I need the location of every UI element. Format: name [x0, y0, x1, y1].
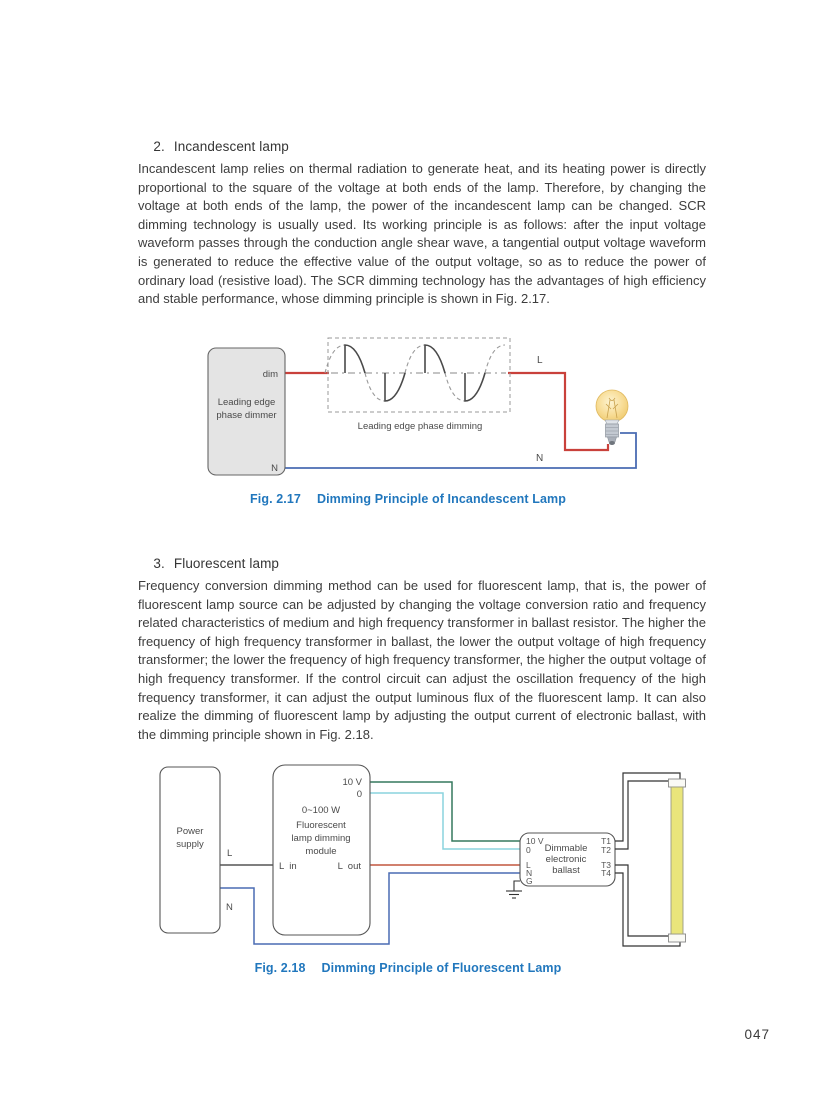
dimmable-ballast-box — [520, 833, 615, 886]
power-supply-line2: supply — [176, 839, 204, 850]
module-name-line3: module — [305, 846, 337, 857]
ballast-terminal-t4: T4 — [601, 868, 611, 878]
incandescent-bulb-icon — [596, 390, 628, 445]
tube-wires — [615, 773, 680, 946]
section-number: 3. — [153, 556, 165, 571]
live-line-label: L — [537, 355, 543, 366]
fig-2-17-caption — [0, 492, 816, 506]
caption-label: Fig. 2.17 — [250, 492, 301, 506]
power-supply-outline — [160, 767, 220, 933]
dimmer-name-line1: Leading edge — [217, 397, 276, 408]
ballast-terminal-l: L — [526, 860, 531, 870]
fig-2-18-diagram — [0, 755, 816, 955]
tube-cap-top — [669, 779, 686, 787]
fluorescent-dimming-module-box — [273, 765, 370, 935]
ballast-terminal-0: 0 — [526, 845, 531, 855]
waveform-label: Leading edge phase dimming — [357, 421, 483, 432]
module-rating: 0~100 W — [301, 805, 341, 816]
bulb-screw-base — [606, 424, 619, 437]
ballast-terminal-t2: T2 — [601, 845, 611, 855]
control-10v-wire — [369, 782, 520, 841]
ballast-terminal-n: N — [526, 868, 533, 878]
section-number: 2. — [153, 139, 165, 154]
module-terminal-l-in: L in — [279, 861, 297, 872]
ballast-name-line1: Dimmable — [544, 843, 588, 854]
module-terminal-l-out: L out — [337, 861, 361, 872]
power-supply-box — [160, 767, 220, 933]
live-wire-to-lamp — [508, 373, 608, 450]
paragraph-fluorescent: Frequency conversion dimming method can be used for fluorescent lamp, that is, the power of fluorescent lamp source can be adjusted by changing the voltage conversion ratio and frequency related characteristics of medium and high frequency transformer in ballast resistor. The higher the frequency of high frequency transformer in ballast, the lower the output voltage of high frequency transformer; the lower the frequency of high frequency transformer, the higher the output voltage of high frequency transformer. If the control circuit can adjust the oscillation frequency of the high frequency transformer, it can adjust the output luminous flux of the fluorescent lamp. It can also realize the dimming of fluorescent lamp by adjusting the output current of electronic ballast, with the dimming principle shown in Fig. 2.18. — [138, 578, 706, 742]
ground-stem — [514, 881, 520, 891]
neutral-line-label: N — [536, 453, 544, 464]
dimmer-terminal-n: N — [271, 463, 278, 474]
dimmer-name-line2: phase dimmer — [216, 410, 277, 421]
ballast-terminal-t3: T3 — [601, 860, 611, 870]
bulb-contact — [609, 441, 615, 445]
waveform-dashed-frame — [328, 338, 510, 412]
ballast-terminal-t1: T1 — [601, 836, 611, 846]
live-label: L — [227, 848, 233, 859]
t2-wire — [615, 781, 673, 849]
ballast-name-line3: ballast — [552, 865, 580, 876]
module-terminal-10v: 10 V — [342, 777, 362, 788]
section-title: Incandescent lamp — [173, 139, 289, 154]
bulb-collar — [605, 420, 619, 424]
paragraph-incandescent: Incandescent lamp relies on thermal radiation to generate heat, and its heating power is directly proportional to the square of the voltage at both ends of the lamp. Therefore, by changing the voltage at both ends of the lamp, the power of the incandescent lamp can be changed. SCR dimming technology is usually used. Its working principle is as follows: after the input voltage waveform passes through the conduction angle shear wave, a tangential output voltage waveform is generated to reduce the effective value of the output voltage, so as to reduce the power of ordinary load (resistive load). The SCR dimming technology has the advantages of high efficiency and stable performance, whose dimming principle is shown in Fig. 2.17. — [138, 161, 706, 307]
neutral-label: N — [226, 902, 233, 913]
ballast-name-line2: electronic — [545, 854, 587, 865]
tube-body — [671, 787, 683, 934]
tube-cap-bottom — [669, 934, 686, 942]
fluorescent-tube-icon — [669, 779, 686, 942]
section-title: Fluorescent lamp — [173, 556, 280, 571]
fig-2-17-diagram — [0, 330, 816, 492]
module-name-line2: lamp dimming — [291, 833, 351, 844]
caption-title: Dimming Principle of Fluorescent Lamp — [321, 961, 562, 975]
power-supply-line1: Power — [176, 826, 204, 837]
caption-title: Dimming Principle of Incandescent Lamp — [316, 492, 566, 506]
fig-2-18-caption — [0, 961, 816, 975]
bulb-glass — [596, 390, 628, 422]
waveform-panel — [325, 338, 510, 412]
module-terminal-0: 0 — [356, 789, 362, 800]
ballast-terminal-10v: 10 V — [526, 836, 544, 846]
module-name-line1: Fluorescent — [296, 820, 346, 831]
caption-label: Fig. 2.18 — [254, 961, 306, 975]
ground-symbol — [506, 881, 522, 898]
page-number: 047 — [744, 1027, 770, 1042]
leading-edge-phase-dimmer-box — [208, 348, 285, 475]
dimmer-terminal-dim: dim — [262, 369, 278, 380]
ballast-terminal-g: G — [526, 876, 533, 886]
